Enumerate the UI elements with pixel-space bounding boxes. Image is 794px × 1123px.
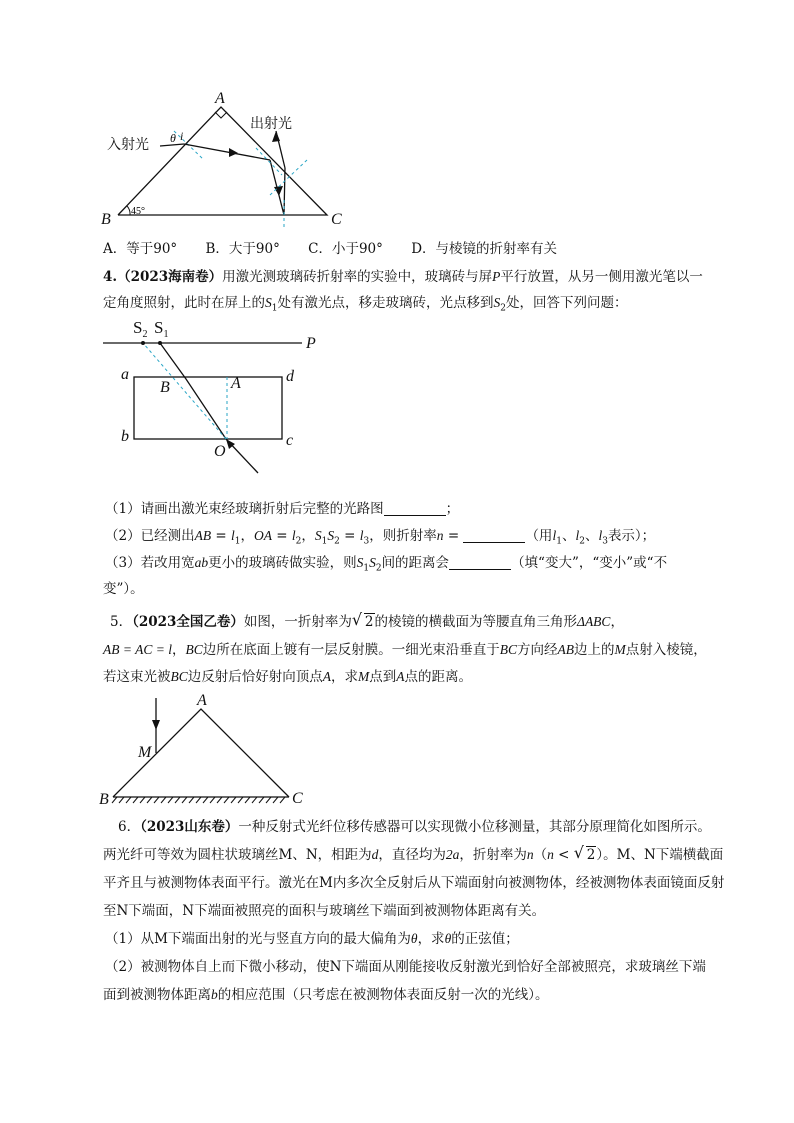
var-ab: ab <box>194 555 209 570</box>
option-b: B．大于90° <box>205 241 280 257</box>
var-l3: l <box>359 528 364 543</box>
q4-sub1 <box>105 500 459 518</box>
isosceles-prism-figure <box>0 690 794 810</box>
subscript: 2 <box>295 536 302 547</box>
sqrt-expression: √ 2 <box>573 843 596 863</box>
q4-text: 定角度照射，此时在屏上的 <box>103 295 265 311</box>
q6-text: （2）被测物体自上而下微小移动，使N下端面从刚能接收反射激光到恰好全部被照亮，求玻璃丝下端 <box>105 959 706 975</box>
subscript: 2 <box>375 563 382 574</box>
var-P: P <box>492 269 501 284</box>
question-source: （2023全国乙卷） <box>132 614 244 630</box>
glass-brick <box>134 377 282 439</box>
var-S2: S <box>369 555 376 570</box>
q5-line3 <box>103 668 472 686</box>
var-l1: l <box>231 528 235 543</box>
label-S2: $S_2$ <box>133 318 148 340</box>
var-OA: OA <box>254 528 272 543</box>
var-2a: 2a <box>445 847 460 862</box>
equals: = <box>339 528 360 544</box>
q4-text: 用激光测玻璃砖折射率的实验中，玻璃砖与屏 <box>222 269 493 285</box>
option-d: D．与棱镜的折射率有关 <box>411 241 558 257</box>
q6-text: 面到被测物体距离 <box>103 987 211 1003</box>
label-P: P <box>306 335 316 352</box>
q6-text: ，求 <box>417 931 445 947</box>
q6-text: 的正弦值； <box>451 931 519 947</box>
subscript: 2 <box>334 536 340 547</box>
refracted-ray <box>160 343 226 439</box>
var-S1: S <box>356 555 364 570</box>
var-BC: BC <box>499 642 518 657</box>
subscript: 1 <box>363 563 370 574</box>
angle-45-label: 45° <box>131 206 145 217</box>
var-A: A <box>322 669 332 684</box>
var-M: M <box>358 669 370 684</box>
answer-blank[interactable] <box>463 528 525 543</box>
vertex-B-label: B <box>99 791 109 808</box>
q4-text: （3）若改用宽 <box>105 555 195 571</box>
var-S2: S <box>493 295 501 310</box>
equals: = <box>272 528 292 544</box>
q4-text: 间的距离会 <box>381 555 450 571</box>
q4-text: （用 <box>525 528 553 544</box>
q4-text: 处有激光点，移走玻璃砖，光点移到 <box>277 295 494 311</box>
var-theta: θ <box>444 931 452 946</box>
q5-text: ， <box>610 614 624 630</box>
q6-line2 <box>103 843 724 864</box>
equals: = <box>211 528 231 544</box>
triangle-name: ΔABC <box>577 614 611 629</box>
subscript: 2 <box>579 536 585 547</box>
q5-text: 的棱镜的横截面为等腰直角三角形 <box>374 614 578 630</box>
var-l2: l <box>291 528 296 543</box>
subscript: 3 <box>602 536 608 547</box>
label-O: O <box>214 443 226 460</box>
q6-sub1 <box>105 930 519 948</box>
q4-text: （填“变大”，“变小”或“不 <box>511 555 668 571</box>
q5-text: 边上的 <box>574 642 615 658</box>
sqrt-value: 2 <box>586 847 596 863</box>
q6-text: 。M、N下端横截面 <box>603 847 724 863</box>
angle-arc <box>127 206 130 215</box>
option-a: A．等于90° <box>103 241 178 257</box>
label-b: b <box>121 428 129 445</box>
point-s1 <box>158 341 162 345</box>
q5-text: 边反射后恰好射向顶点 <box>187 669 323 685</box>
var-S2: S <box>327 528 335 543</box>
var-l3: l <box>598 528 603 543</box>
q6-cond: ） <box>596 847 604 863</box>
var-AB: AB <box>557 642 575 657</box>
subscript: 2 <box>500 303 506 314</box>
var-M: M <box>614 642 626 657</box>
q6-text: 的相应范围（只考虑在被测物体表面反射一次的光线）。 <box>217 987 549 1003</box>
arrow-head <box>272 131 280 142</box>
var-A: A <box>396 669 405 684</box>
var-n: n <box>526 847 534 862</box>
q4-text: 平行放置，从另一侧用激光笔以一 <box>500 269 703 285</box>
option-c: C．小于90° <box>308 241 383 257</box>
subscript: 3 <box>363 536 370 547</box>
q5-text: 点到 <box>369 669 397 685</box>
answer-blank[interactable] <box>384 501 446 516</box>
sqrt-expression: √ 2 <box>351 610 374 630</box>
exit-light-label: 出射光 <box>250 116 292 132</box>
question-source: （2023山东卷） <box>140 819 239 835</box>
q5-text: 点的距离。 <box>404 669 473 685</box>
internal-ray-1 <box>184 144 270 160</box>
arrow-head <box>152 720 160 730</box>
vertex-C-label: C <box>292 790 303 807</box>
var-n: n <box>547 847 554 862</box>
prism-outline <box>118 107 327 215</box>
q6-text: 两光纤可等效为圆柱状玻璃丝M、N，相距为 <box>103 847 372 863</box>
q6-sub2-cont <box>103 986 549 1004</box>
q4-text: 处，回答下列问题： <box>505 295 628 311</box>
var-S1: S <box>265 295 272 310</box>
var-l2: l <box>575 528 580 543</box>
arrow-head <box>274 186 283 196</box>
q5-line1 <box>110 610 624 631</box>
label-d: d <box>286 368 294 385</box>
q5-text: 如图，一折射率为 <box>243 614 352 630</box>
q3-options <box>103 240 557 258</box>
incident-light-label: 入射光 <box>107 137 149 153</box>
point-M-label: M <box>138 744 152 761</box>
question-source: （2023海南卷） <box>117 269 223 285</box>
dashed-straight-path <box>143 343 226 439</box>
q6-text: 一种反射式光纤位移传感器可以实现微小位移测量，其部分原理简化如图所示。 <box>238 819 711 835</box>
vertex-A-label: A <box>215 90 225 107</box>
equation-AB-AC: AB = AC = l <box>103 642 172 657</box>
answer-blank[interactable] <box>449 555 511 570</box>
mirror-hatching <box>112 797 285 803</box>
q5-text: 方向经 <box>517 642 558 658</box>
label-c: c <box>286 432 294 449</box>
right-angle-marker <box>215 112 227 118</box>
question-number: 4. <box>103 269 118 285</box>
q6-line1 <box>118 818 711 836</box>
q4-sub3-cont <box>103 580 144 598</box>
normal-right-1 <box>256 148 282 175</box>
sqrt-value: 2 <box>364 614 374 630</box>
q5-text: ，求 <box>331 669 359 685</box>
q6-text: ，折射率为 <box>459 847 527 863</box>
point-s2 <box>141 341 145 345</box>
subscript: 1 <box>321 536 328 547</box>
q6-line4 <box>103 902 545 920</box>
vertex-B-label: B <box>101 211 111 228</box>
q5-text: ， <box>171 642 186 658</box>
var-AB: AB <box>194 528 212 543</box>
q4-sub3 <box>105 554 667 578</box>
subscript: 1 <box>234 536 241 547</box>
q6-text: 至N下端面，N下端面被照亮的面积与玻璃丝下端面到被测物体距离有关。 <box>103 903 546 919</box>
var-d: d <box>371 847 379 862</box>
label-B: B <box>160 379 170 396</box>
q6-cond: （ <box>533 847 548 863</box>
q4-text: 更小的玻璃砖做实验，则 <box>208 555 357 571</box>
q4-text: ； <box>445 501 460 517</box>
label-S1: $S_1$ <box>154 318 169 340</box>
theta-label: θ <box>170 131 176 145</box>
subscript: 1 <box>271 303 278 314</box>
q5-line2 <box>103 641 707 659</box>
var-l1: l <box>552 528 557 543</box>
q6-line3 <box>103 874 724 892</box>
q4-text: 变”）。 <box>103 581 144 597</box>
question-number: 6． <box>118 819 141 835</box>
q4-sub2: （2）已经测出AB = $l_1$，OA = $l_2$，$S_1S_2 = l_3$，则折射率n = （用$l_1$、$l_2$、$l_3$表示）； <box>105 528 656 547</box>
label-A: A <box>231 375 241 392</box>
var-b: b <box>211 987 218 1002</box>
var-S1S2: S <box>314 528 322 543</box>
question-number: 5． <box>110 614 133 630</box>
q6-sub2 <box>105 958 706 976</box>
q5-text: 点射入棱镜， <box>625 642 707 658</box>
vertex-A-label: A <box>197 692 207 709</box>
var-theta: θ <box>410 931 418 946</box>
q5-text: 边所在底面上镀有一层反射膜。一细光束沿垂直于 <box>202 642 500 658</box>
var-BC: BC <box>170 669 188 684</box>
q4-text: （1）请画出激光束经玻璃折射后完整的光路图 <box>105 501 384 517</box>
var-BC: BC <box>185 642 203 657</box>
q6-text: ，直径均为 <box>378 847 446 863</box>
q4-text: （2）已经测出 <box>105 528 195 544</box>
label-a: a <box>121 366 129 383</box>
glass-brick-figure <box>0 315 794 495</box>
subscript: 1 <box>556 536 562 547</box>
q6-text: 平齐且与被测物体表面平行。激光在M内多次全反射后从下端面射向被测物体，经被测物体表面镜面反射 <box>103 875 725 891</box>
q5-text: 若这束光被 <box>103 669 171 685</box>
prism-figure <box>0 0 794 240</box>
equals: = <box>443 528 464 544</box>
var-n: n <box>436 528 444 543</box>
i-label: i <box>180 129 184 143</box>
q6-text: （1）从M下端面出射的光与竖直方向的最大偏角为 <box>105 931 411 947</box>
vertex-C-label: C <box>331 211 342 228</box>
q4-text: 表示）； <box>607 528 656 544</box>
q4-text: ，则折射率 <box>369 528 437 544</box>
arrow-head <box>229 148 238 157</box>
less-than: < <box>553 847 574 863</box>
q4-line1 <box>103 268 703 286</box>
